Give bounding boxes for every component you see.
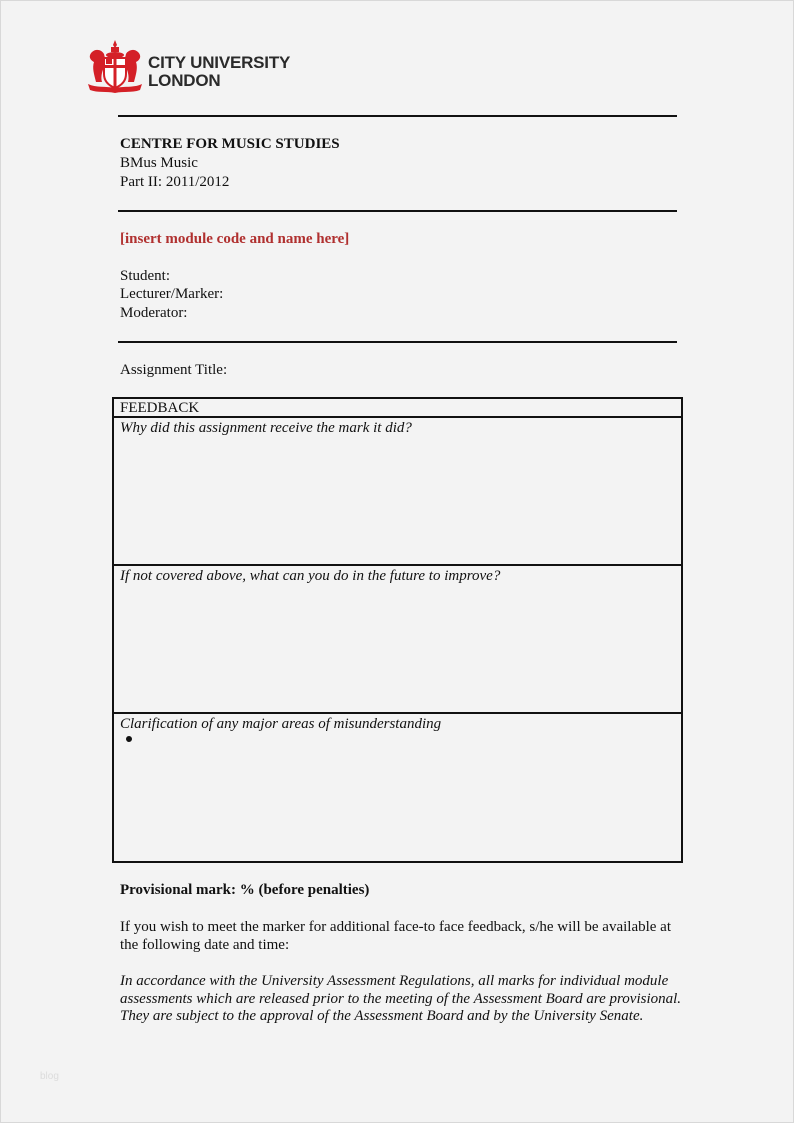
- student-label: Student:: [120, 268, 171, 284]
- university-name-line2: LONDON: [148, 71, 221, 90]
- feedback-question: If not covered above, what can you do in the future to improve?: [120, 568, 501, 584]
- feedback-heading: FEEDBACK: [120, 400, 200, 416]
- module-placeholder[interactable]: [insert module code and name here]: [120, 231, 350, 247]
- feedback-section-misunderstanding[interactable]: [114, 714, 681, 857]
- feedback-table: [112, 397, 683, 863]
- feedback-question: Why did this assignment receive the mark it did?: [120, 420, 412, 436]
- department-title: CENTRE FOR MUSIC STUDIES: [120, 136, 340, 152]
- feedback-section-improve[interactable]: [114, 566, 681, 714]
- feedback-header: [114, 399, 681, 418]
- university-name: [148, 54, 290, 90]
- divider: [118, 210, 677, 212]
- watermark: blog: [40, 1071, 59, 1082]
- meeting-text: If you wish to meet the marker for additional face-to face feedback, s/he will be available at the following date and time:: [120, 919, 672, 953]
- moderator-label: Moderator:: [120, 305, 188, 321]
- lecturer-label: Lecturer/Marker:: [120, 286, 224, 302]
- university-name-line1: CITY UNIVERSITY: [148, 53, 291, 72]
- academic-year: Part II: 2011/2012: [120, 174, 230, 190]
- regulations-text: In accordance with the University Assessment Regulations, all marks for individual module assessments which are released prior to the meeting of the Assessment Board are provisional. They are subject to the approval of the Assessment Board and by the University Senate.: [120, 973, 682, 1024]
- programme-name: BMus Music: [120, 155, 198, 171]
- university-crest-icon: [86, 38, 144, 98]
- feedback-question: Clarification of any major areas of misunderstanding: [120, 716, 442, 732]
- university-logo: [86, 38, 296, 98]
- assignment-title-label: Assignment Title:: [120, 362, 228, 378]
- divider: [118, 115, 677, 117]
- provisional-mark: Provisional mark: % (before penalties): [120, 882, 370, 898]
- feedback-section-mark-reason[interactable]: [114, 418, 681, 566]
- divider: [118, 341, 677, 343]
- bullet-icon: [126, 736, 132, 742]
